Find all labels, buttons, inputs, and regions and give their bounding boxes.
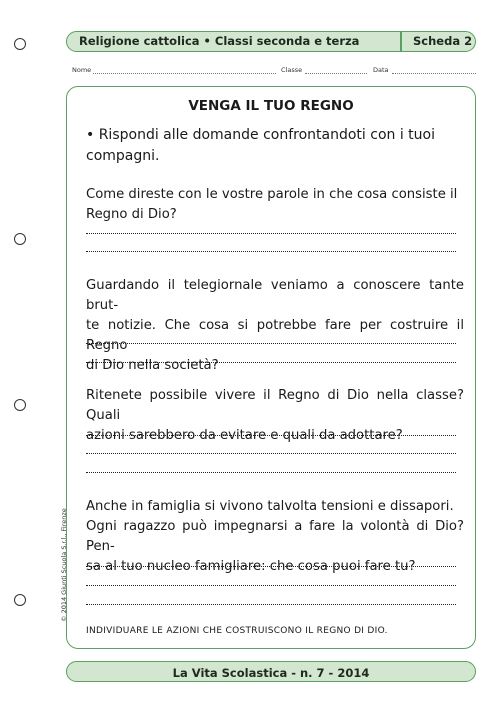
question-3-line-2: azioni sarebbero da evitare e quali da adottare? [86, 428, 403, 443]
question-4-line-2: Ogni ragazzo può impegnarsi a fare la volontà di Dio? Pen- [86, 519, 464, 554]
answer-line[interactable] [86, 585, 456, 586]
answer-line[interactable] [86, 472, 456, 473]
header-bar [66, 31, 476, 52]
binder-hole-4 [14, 594, 26, 606]
instruction-text: • Rispondi alle domande confrontandoti con i tuoi compagni. [86, 127, 436, 164]
classe-label: Classe [281, 66, 303, 74]
teacher-note: INDIVIDUARE LE AZIONI CHE COSTRUISCONO IL REGNO DI DIO. [86, 626, 388, 636]
binder-hole-3 [14, 399, 26, 411]
answer-line[interactable] [86, 435, 456, 436]
question-2-line-3: di Dio nella società? [86, 358, 219, 373]
answer-line[interactable] [86, 343, 456, 344]
question-1 [86, 185, 464, 225]
worksheet-title: VENGA IL TUO REGNO [188, 98, 354, 114]
data-label: Data [373, 66, 389, 74]
footer-text: La Vita Scolastica - n. 7 - 2014 [172, 666, 370, 680]
copyright-text: © 2014 Giunti Scuola S.r.l., Firenze [60, 508, 68, 622]
binder-hole-1 [14, 38, 26, 50]
question-4-line-1: Anche in famiglia si vivono talvolta tensioni e dissapori. [86, 499, 454, 514]
question-1-line-1: Come direste con le vostre parole in che cosa consiste il [86, 187, 458, 202]
classe-field[interactable] [305, 73, 367, 74]
question-4-line-3: sa al tuo nucleo famigliare: che cosa puoi fare tu? [86, 559, 416, 574]
answer-line[interactable] [86, 604, 456, 605]
scheda-label: Scheda 2 [413, 34, 473, 48]
header-title: Religione cattolica • Classi seconda e terza [79, 34, 360, 48]
question-2-line-1: Guardando il telegiornale veniamo a conoscere tante brut- [86, 278, 464, 313]
answer-line[interactable] [86, 362, 456, 363]
answer-line[interactable] [86, 251, 456, 252]
nome-label: Nome [72, 66, 92, 74]
footer-bar [66, 661, 476, 682]
question-2 [86, 276, 464, 376]
answer-line[interactable] [86, 566, 456, 567]
answer-line[interactable] [86, 453, 456, 454]
nome-field[interactable] [93, 73, 276, 74]
question-4 [86, 497, 464, 577]
question-1-line-2: Regno di Dio? [86, 207, 177, 222]
header-separator [400, 31, 402, 52]
question-3 [86, 386, 464, 446]
answer-line[interactable] [86, 233, 456, 234]
question-3-line-1: Ritenete possibile vivere il Regno di Dio nella classe? Quali [86, 388, 464, 423]
data-field[interactable] [392, 73, 476, 74]
question-2-line-2: te notizie. Che cosa si potrebbe fare per costruire il Regno [86, 318, 464, 353]
binder-hole-2 [14, 233, 26, 245]
